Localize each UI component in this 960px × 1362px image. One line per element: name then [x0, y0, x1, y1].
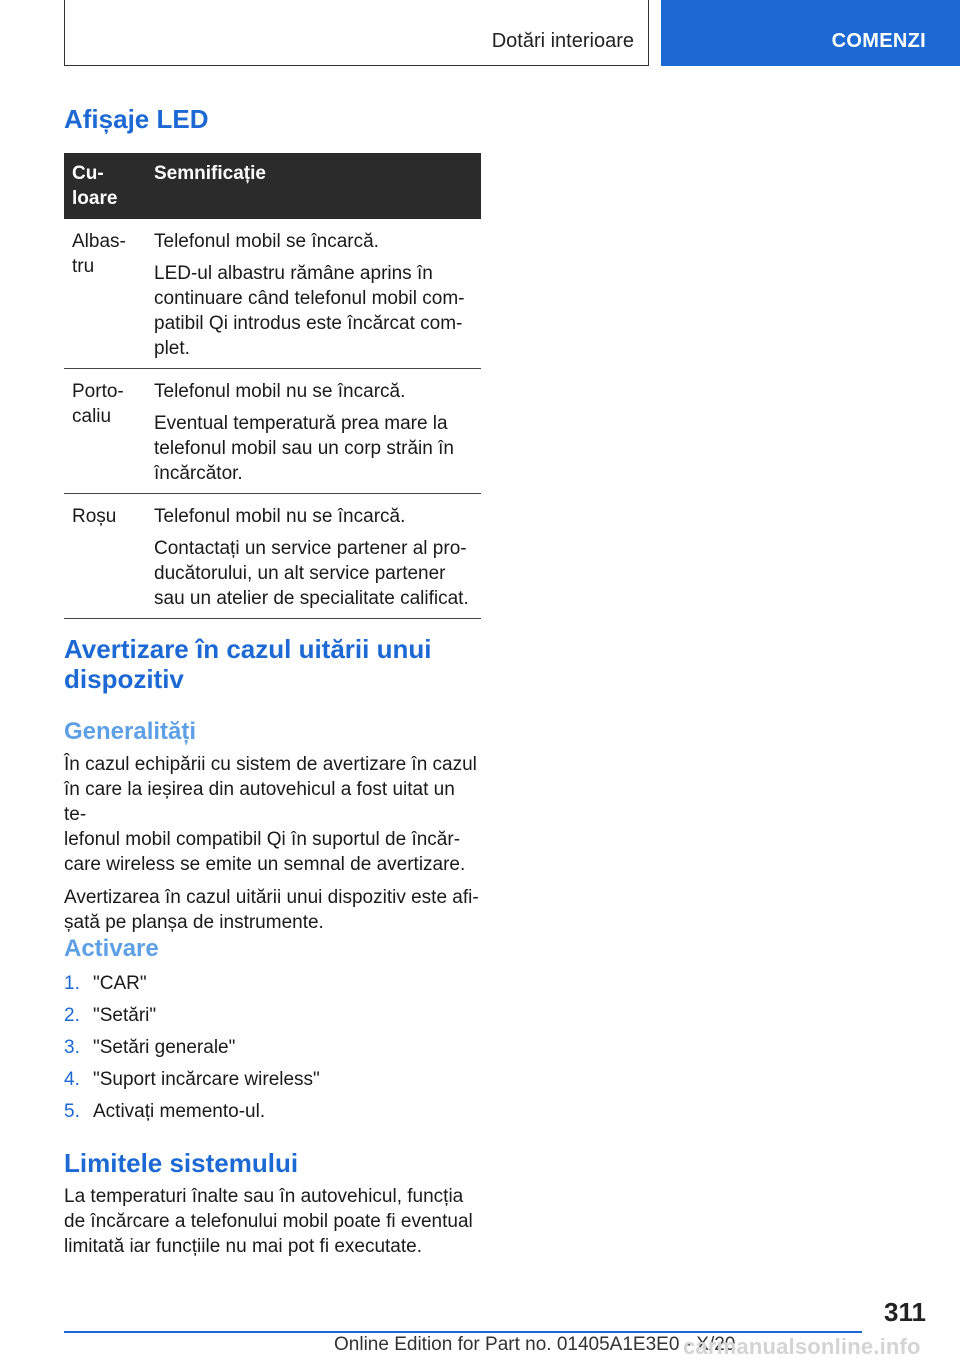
step-number: 1.: [64, 973, 80, 994]
step-number: 5.: [64, 1101, 80, 1122]
limits-section: [64, 1148, 481, 1259]
led-meaning-line: Eventual temperatură prea mare la telefonul mobil sau un corp străin în încărcător.: [154, 413, 454, 484]
led-section: [64, 104, 481, 134]
led-meaning-red: [146, 494, 481, 619]
led-meaning-line: Telefonul mobil nu se încarcă.: [154, 381, 406, 402]
step-text: "Setări generale": [93, 1037, 236, 1058]
led-meaning-line: Contactați un service partener al pro- ducătorului, un alt service partener sau un atelier de specialitate calificat.: [154, 538, 469, 609]
step-number: 2.: [64, 1005, 80, 1026]
led-meaning-line: Telefonul mobil nu se încarcă.: [154, 506, 406, 527]
table-row: [64, 494, 481, 619]
step-text: Activați memento-ul.: [93, 1101, 266, 1122]
step-text: "Setări": [93, 1005, 157, 1026]
general-subsection: [64, 718, 481, 935]
led-meaning-line: Telefonul mobil se încarcă.: [154, 231, 379, 252]
table-row: [64, 369, 481, 494]
led-section-title: Afișaje LED: [64, 104, 209, 134]
table-row: [64, 219, 481, 369]
led-color-orange: Porto- caliu: [64, 369, 146, 494]
general-paragraph-1: În cazul echipării cu sistem de avertizare în cazul în care la ieșirea din autovehicul a fost uitat un te- lefonul mobil compatibil Qi în suportul de încăr- care wireless se emite un semnal de avertizare.: [64, 754, 477, 875]
led-table-wrapper: [64, 153, 481, 619]
header-section-title: Dotări interioare: [491, 30, 634, 52]
watermark: carmanualsonline.info: [683, 1334, 921, 1359]
warning-section-title: Avertizare în cazul uitării unui dispozitiv: [64, 634, 432, 694]
general-subtitle: Generalități: [64, 718, 197, 745]
limits-paragraph: La temperaturi înalte sau în autovehicul, funcția de încărcare a telefonului mobil poate fi eventual limitată iar funcțiile nu mai pot fi executate.: [64, 1186, 473, 1257]
warning-section: [64, 634, 481, 694]
footer-divider: [64, 1331, 862, 1333]
footer-edition-text: Online Edition for Part no. 01405A1E3E0 - X/20: [334, 1334, 736, 1355]
column-header-meaning: Semnificație: [146, 153, 481, 219]
general-paragraph-2: Avertizarea în cazul uitării unui dispozitiv este afi- șată pe planșa de instrumente.: [64, 887, 479, 933]
list-item: [64, 1067, 481, 1092]
led-meaning-blue: [146, 219, 481, 369]
led-table: [64, 153, 481, 619]
header-section-box: [64, 0, 649, 66]
led-color-red: Roșu: [64, 494, 146, 619]
activation-subsection: [64, 935, 481, 1131]
led-color-blue: Albas- tru: [64, 219, 146, 369]
activation-steps: [64, 971, 481, 1124]
limits-section-title: Limitele sistemului: [64, 1148, 299, 1178]
step-text: "CAR": [93, 973, 147, 994]
list-item: [64, 971, 481, 996]
step-number: 4.: [64, 1069, 80, 1090]
step-text: "Suport incărcare wireless": [93, 1069, 320, 1090]
header-chapter-box: [661, 0, 960, 66]
list-item: [64, 1099, 481, 1124]
header-chapter-title: COMENZI: [831, 30, 926, 52]
led-meaning-orange: [146, 369, 481, 494]
list-item: [64, 1035, 481, 1060]
column-header-color: Cu- loare: [64, 153, 146, 219]
activation-subtitle: Activare: [64, 935, 159, 962]
step-number: 3.: [64, 1037, 80, 1058]
list-item: [64, 1003, 481, 1028]
page-number: 311: [884, 1297, 926, 1327]
led-table-header-row: [64, 153, 481, 219]
led-meaning-line: LED-ul albastru rămâne aprins în continuare când telefonul mobil com- patibil Qi introdus este încărcat com- plet.: [154, 263, 465, 359]
